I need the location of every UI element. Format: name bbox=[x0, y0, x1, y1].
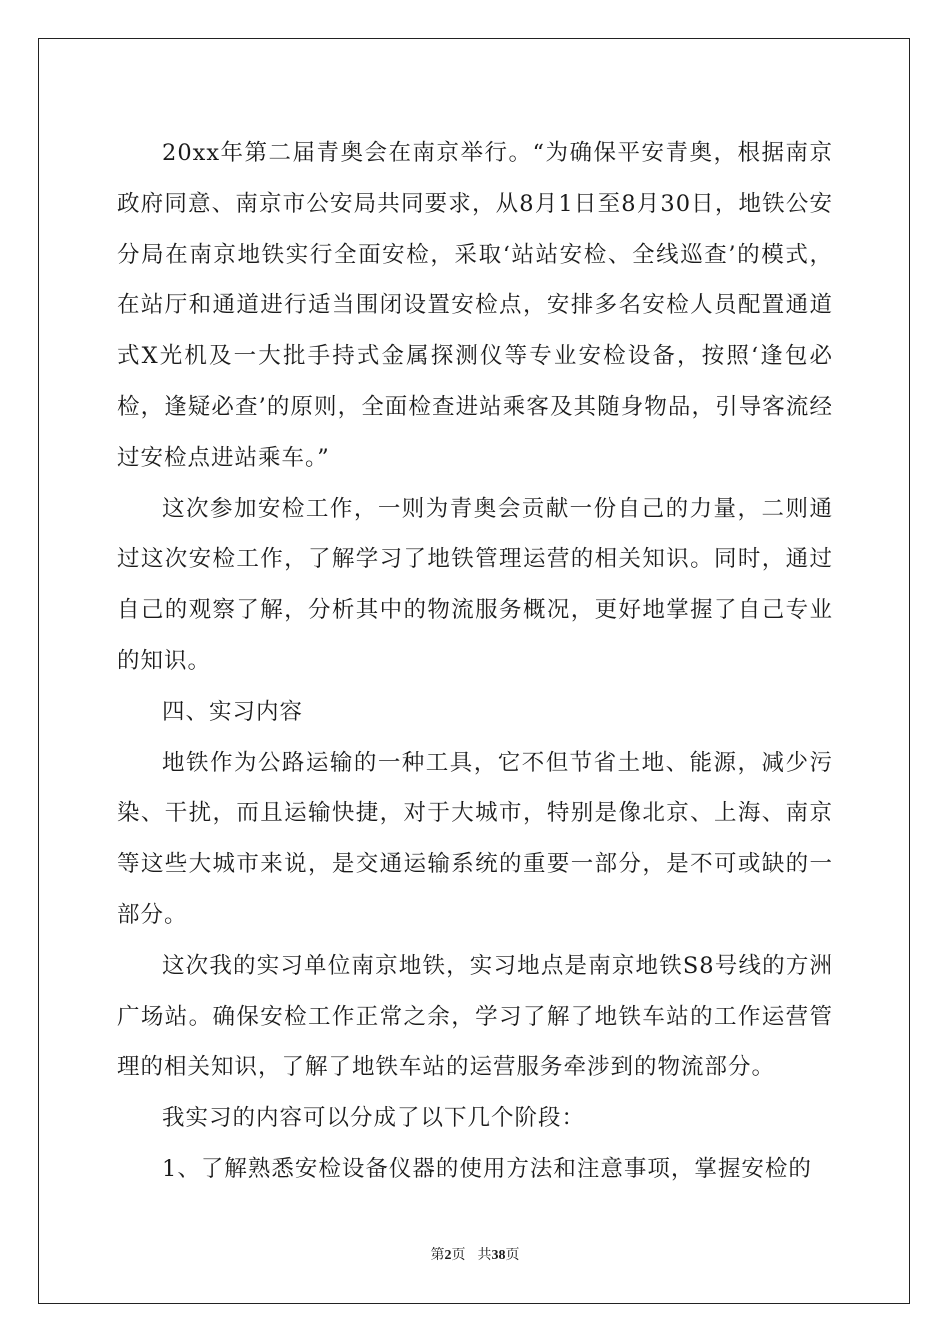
paragraph-internship-location: 这次我的实习单位南京地铁，实习地点是南京地铁S8号线的方洲广场站。确保安检工作正常之余，学习了解了地铁车站的工作运营管理的相关知识，了解了地铁车站的运营服务牵涉到的物流部分。 bbox=[117, 952, 833, 1081]
footer-total-prefix: 共 bbox=[477, 1247, 492, 1263]
page-footer bbox=[0, 1244, 950, 1264]
document-body bbox=[117, 128, 833, 1195]
paragraph-stage-1: 1、了解熟悉安检设备仪器的使用方法和注意事项，掌握安检的 bbox=[162, 1155, 812, 1182]
paragraph-subway-overview: 地铁作为公路运输的一种工具，它不但节省土地、能源，减少污染、干扰，而且运输快捷，对于大城市，特别是像北京、上海、南京等这些大城市来说，是交通运输系统的重要一部分，是不可或缺的一部分。 bbox=[117, 749, 833, 928]
paragraph-participation-purpose: 这次参加安检工作，一则为青奥会贡献一份自己的力量，二则通过这次安检工作，了解学习了地铁管理运营的相关知识。同时，通过自己的观察了解，分析其中的物流服务概况，更好地掌握了自己专业的知识。 bbox=[117, 495, 833, 674]
footer-page-suffix: 页 bbox=[451, 1247, 466, 1263]
footer-total-suffix: 页 bbox=[505, 1247, 520, 1263]
paragraph-stages-intro: 我实习的内容可以分成了以下几个阶段： bbox=[162, 1105, 586, 1132]
paragraph-qingaohui-security: 20xx年第二届青奥会在南京举行。“为确保平安青奥，根据南京政府同意、南京市公安局共同要求，从8月1日至8月30日，地铁公安分局在南京地铁实行全面安检，采取‘站站安检、全线巡查’的模式，在站厅和通道进行适当围闭设置安检点，安排多名安检人员配置通道式X光机及一大批手持式金属探测仪等专业安检设备，按照‘逢包必检，逢疑必查’的原则，全面检查进站乘客及其随身物品，引导客流经过安检点进站乘车。” bbox=[117, 140, 833, 471]
footer-page-number: 2 bbox=[444, 1248, 452, 1263]
section-heading-internship-content: 四、实习内容 bbox=[162, 698, 304, 725]
footer-page-prefix: 第 bbox=[430, 1247, 445, 1263]
footer-total-pages: 38 bbox=[491, 1248, 506, 1263]
